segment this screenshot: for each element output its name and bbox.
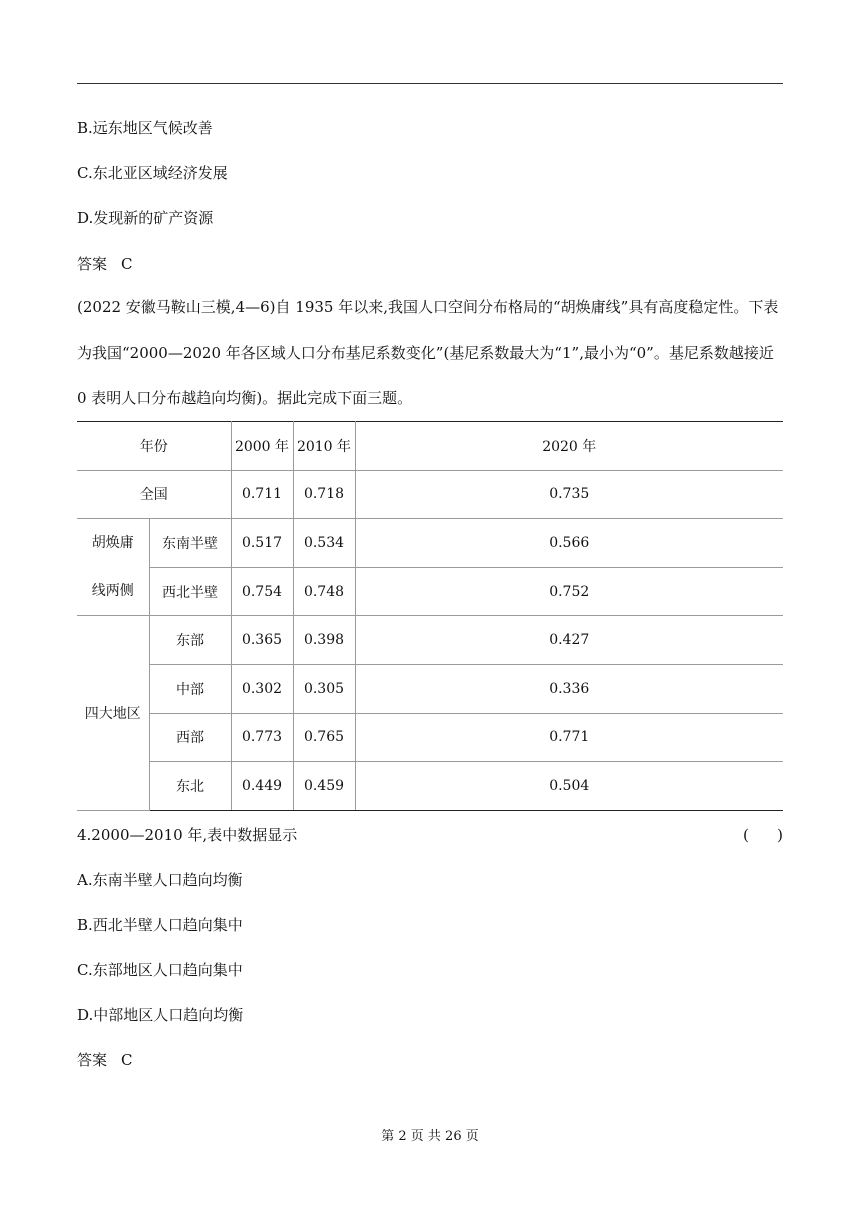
table-cell: 0.398 [293, 616, 355, 665]
table-cell: 0.517 [231, 519, 293, 568]
table-cell: 0.427 [355, 616, 783, 665]
table-cell: 0.711 [231, 470, 293, 519]
header-rule [77, 83, 783, 84]
table-cell: 0.735 [355, 470, 783, 519]
bracket-close: ) [777, 826, 783, 844]
table-row [77, 713, 783, 762]
row-label: 东南半壁 [149, 519, 231, 568]
row-label: 东北 [149, 762, 231, 811]
row-label: 西部 [149, 713, 231, 762]
table-header-row [77, 422, 783, 471]
header-2010: 2010 年 [293, 422, 355, 471]
header-2020: 2020 年 [355, 422, 783, 471]
group-label-hu-line [77, 519, 149, 616]
answer-4 [77, 1050, 133, 1070]
table-cell: 0.773 [231, 713, 293, 762]
table-cell: 0.718 [293, 470, 355, 519]
bracket-open: ( [743, 826, 749, 844]
row-label: 东部 [149, 616, 231, 665]
header-year: 年份 [77, 422, 231, 471]
group-label-line2: 线两侧 [91, 583, 134, 600]
table-cell: 0.336 [355, 664, 783, 713]
table-cell: 0.765 [293, 713, 355, 762]
row-label: 西北半壁 [149, 567, 231, 616]
row-label: 中部 [149, 664, 231, 713]
table-cell: 0.752 [355, 567, 783, 616]
answer-bracket [743, 825, 783, 845]
option-c: C.东部地区人口趋向集中 [77, 961, 243, 979]
answer-label: 答案 [77, 255, 108, 273]
table-cell: 0.771 [355, 713, 783, 762]
table-cell: 0.302 [231, 664, 293, 713]
answer-label: 答案 [77, 1051, 108, 1069]
row-label-national: 全国 [77, 470, 231, 519]
option-b-prev: B.远东地区气候改善 [77, 119, 213, 137]
table-row [77, 567, 783, 616]
page-footer: 第 2 页 共 26 页 [381, 1129, 479, 1144]
table-cell: 0.748 [293, 567, 355, 616]
answer-value: C [121, 1051, 133, 1069]
group-label-four-regions: 四大地区 [77, 616, 149, 810]
group-label-line1: 胡焕庸 [91, 535, 134, 552]
option-b: B.西北半壁人口趋向集中 [77, 916, 243, 934]
table-cell: 0.754 [231, 567, 293, 616]
answer-value: C [121, 255, 133, 273]
intro-paragraph: (2022 安徽马鞍山三模,4—6)自 1935 年以来,我国人口空间分布格局的“胡焕庸线”具有高度稳定性。下表为我国“2000—2020 年各区域人口分布基尼系数变化”(基尼系数最大为“1”,最小为“0”。基尼系数越接近 0 表明人口分布越趋向均衡)。据此完成下面三题。 [77, 298, 779, 407]
option-d-prev: D.发现新的矿产资源 [77, 209, 214, 227]
question-4-stem: 4.2000—2010 年,表中数据显示 [77, 826, 298, 844]
table-row [77, 762, 783, 811]
gini-table [77, 421, 783, 811]
table-row [77, 664, 783, 713]
table-cell: 0.449 [231, 762, 293, 811]
table-cell: 0.566 [355, 519, 783, 568]
option-a: A.东南半壁人口趋向均衡 [77, 871, 243, 889]
option-c-prev: C.东北亚区域经济发展 [77, 164, 228, 182]
table-cell: 0.534 [293, 519, 355, 568]
table-row [77, 470, 783, 519]
table-row [77, 519, 783, 568]
table-cell: 0.459 [293, 762, 355, 811]
table-cell: 0.504 [355, 762, 783, 811]
option-d: D.中部地区人口趋向均衡 [77, 1006, 244, 1024]
table-cell: 0.305 [293, 664, 355, 713]
table-cell: 0.365 [231, 616, 293, 665]
answer-prev [77, 254, 133, 274]
header-2000: 2000 年 [231, 422, 293, 471]
table-row [77, 616, 783, 665]
